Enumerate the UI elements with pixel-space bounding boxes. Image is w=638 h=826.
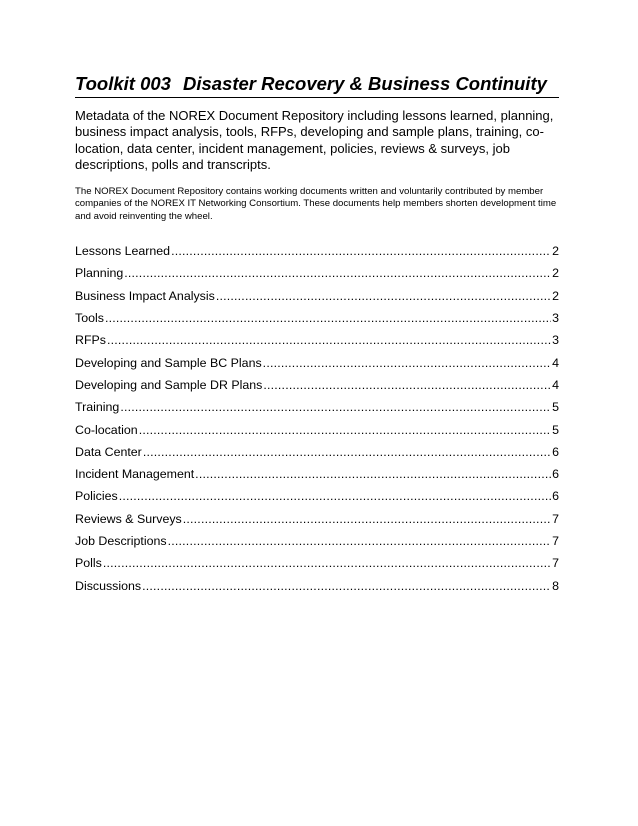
toc-item [75, 399, 559, 421]
toolkit-name: Disaster Recovery & Business Continuity [182, 73, 547, 94]
toc-entry-reviews-surveys[interactable] [75, 511, 559, 533]
toc-item [75, 422, 559, 444]
toc-entry-lessons-learned[interactable] [75, 243, 559, 265]
toc-entry-label: Developing and Sample DR Plans [75, 377, 263, 392]
toc-leader-dots [139, 422, 551, 438]
toc-leader-dots [103, 555, 551, 571]
toc-item [75, 332, 559, 354]
toc-page-number: 3 [552, 333, 559, 348]
toc-entry-label: Policies [75, 489, 118, 504]
toc-entry-label: Tools [75, 311, 104, 326]
toc-item [75, 511, 559, 533]
toc-item [75, 466, 559, 488]
toc-page-number: 7 [552, 511, 559, 526]
toc-entry-label: Reviews & Surveys [75, 511, 182, 526]
toc-leader-dots [143, 444, 551, 460]
toc-entry-label: Developing and Sample BC Plans [75, 355, 262, 370]
toc-leader-dots [124, 265, 551, 281]
toc-leader-dots [105, 310, 551, 326]
toc-leader-dots [216, 288, 551, 304]
toc-entry-data-center[interactable] [75, 444, 559, 466]
toc-entry-discussions[interactable] [75, 578, 559, 600]
toc-entry-label: Business Impact Analysis [75, 288, 215, 303]
toc-page-number: 6 [552, 489, 559, 504]
toc-entry-label: Polls [75, 556, 102, 571]
toc-page-number: 5 [552, 422, 559, 437]
intro-paragraph: Metadata of the NOREX Document Repository including lessons learned, planning, business impact analysis, tools, RFPs, developing and sample plans, training, co-location, data center, incident management, policies, reviews & surveys, job descriptions, polls and transcripts. [75, 108, 554, 173]
toc-page-number: 8 [552, 578, 559, 593]
toc-leader-dots [107, 332, 551, 348]
toc-leader-dots [263, 377, 551, 393]
toc-leader-dots [171, 243, 551, 259]
document-title [75, 72, 559, 98]
document-page [75, 72, 559, 600]
toc-page-number: 2 [552, 266, 559, 281]
toc-item [75, 533, 559, 555]
toc-leader-dots [263, 355, 551, 371]
toc-item [75, 243, 559, 265]
toc-entry-label: Co-location [75, 422, 138, 437]
toc-leader-dots [183, 511, 551, 527]
toc-item [75, 377, 559, 399]
toc-page-number: 4 [552, 377, 559, 392]
toc-entry-label: RFPs [75, 333, 106, 348]
toc-item [75, 444, 559, 466]
toc-entry-tools[interactable] [75, 310, 559, 332]
toc-entry-policies[interactable] [75, 488, 559, 510]
toc-page-number: 6 [552, 467, 559, 482]
toc-leader-dots [195, 466, 551, 482]
toc-page-number: 6 [552, 444, 559, 459]
toc-entry-training[interactable] [75, 399, 559, 421]
toc-entry-planning[interactable] [75, 265, 559, 287]
toc-item [75, 288, 559, 310]
table-of-contents [75, 243, 559, 600]
toc-entry-label: Incident Management [75, 467, 195, 482]
toc-page-number: 4 [552, 355, 559, 370]
toc-entry-polls[interactable] [75, 555, 559, 577]
toc-page-number: 2 [552, 244, 559, 259]
toc-entry-label: Data Center [75, 444, 142, 459]
toc-item [75, 265, 559, 287]
toc-entry-co-location[interactable] [75, 422, 559, 444]
toc-entry-label: Discussions [75, 578, 142, 593]
toc-entry-label: Training [75, 400, 120, 415]
toc-entry-developing-sample-dr-plans[interactable] [75, 377, 559, 399]
toc-item [75, 555, 559, 577]
toc-item [75, 355, 559, 377]
toc-entry-label: Job Descriptions [75, 533, 167, 548]
toolkit-number: Toolkit 003 [75, 73, 171, 94]
toc-entry-label: Lessons Learned [75, 244, 171, 259]
toc-entry-job-descriptions[interactable] [75, 533, 559, 555]
toc-item [75, 578, 559, 600]
toc-leader-dots [120, 399, 551, 415]
toc-leader-dots [168, 533, 552, 549]
toc-entry-label: Planning [75, 266, 124, 281]
toc-page-number: 3 [552, 311, 559, 326]
toc-entry-business-impact-analysis[interactable] [75, 288, 559, 310]
toc-item [75, 488, 559, 510]
toc-entry-rfps[interactable] [75, 332, 559, 354]
toc-leader-dots [142, 578, 551, 594]
toc-page-number: 2 [552, 288, 559, 303]
toc-page-number: 7 [552, 556, 559, 571]
toc-entry-developing-sample-bc-plans[interactable] [75, 355, 559, 377]
toc-page-number: 7 [552, 533, 559, 548]
toc-entry-incident-management[interactable] [75, 466, 559, 488]
toc-item [75, 310, 559, 332]
toc-leader-dots [119, 488, 551, 504]
repository-note: The NOREX Document Repository contains working documents written and voluntarily contributed by member companies of the NOREX IT Networking Consortium. These documents help members shorten development time and avoid reinventing the wheel. [75, 185, 557, 222]
toc-page-number: 5 [552, 400, 559, 415]
